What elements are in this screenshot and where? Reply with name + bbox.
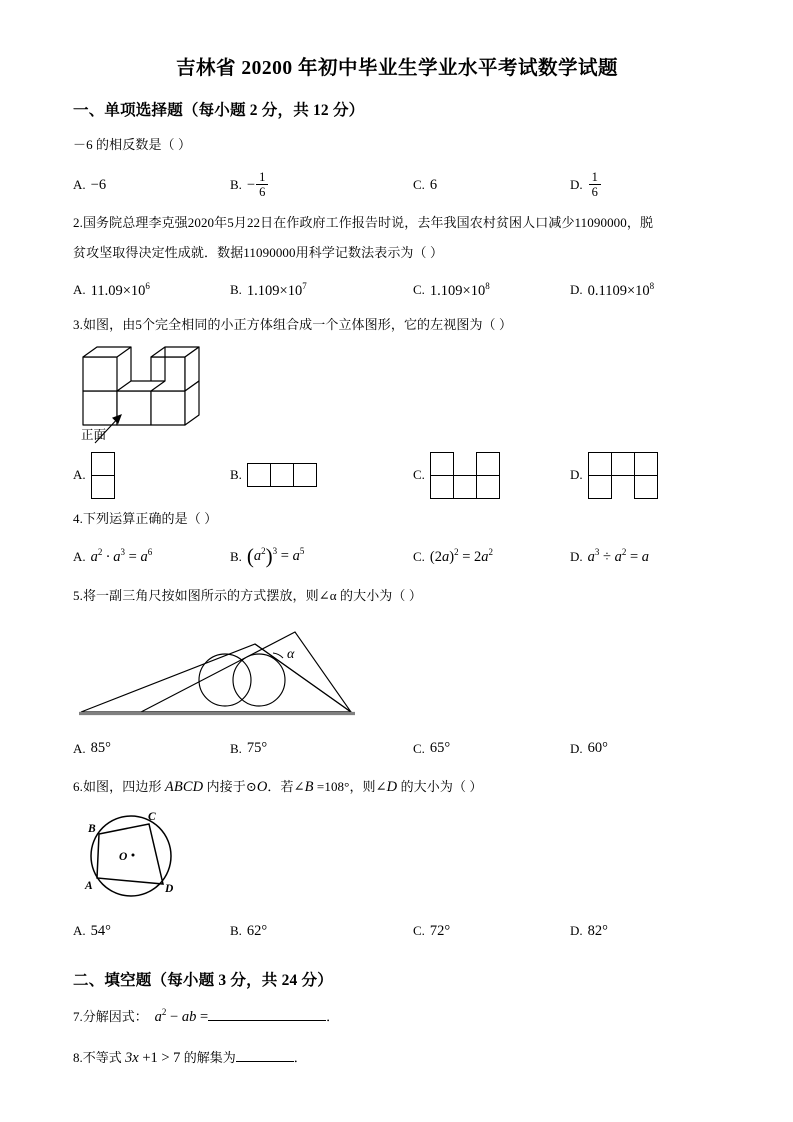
option-4-d[interactable] [570,540,649,574]
option-3-b-label: B. [230,467,242,483]
question-3-stem: 3.如图，由5个完全相同的小正方体组合成一个立体图形，它的左视图为（ ） [73,317,513,333]
option-4-a-label: A. [73,548,86,564]
option-4-b-label: B. [230,548,242,564]
question-6 [73,774,721,949]
question-8-prefix: 8.不等式 [73,1050,126,1066]
option-5-d-value: 60° [587,740,608,757]
question-8-suffix: ． [293,1050,307,1066]
center-dot [132,854,135,857]
q6-b: B [304,778,314,795]
option-5-b-label: B. [230,740,242,756]
option-2-d-value: $0.1109\times 10^8$ [587,281,655,299]
question-8-mid: 的解集为 [180,1050,236,1066]
option-3-c-label: C. [413,467,425,483]
option-2-a-label: A. [73,282,86,298]
q6-end: 的大小为（ ） [397,778,483,794]
set-squares-figure [73,614,473,722]
option-6-b[interactable] [230,914,267,948]
q6-post: ．若∠ [267,778,305,794]
option-1-d-label: D. [570,177,583,193]
option-6-d-label: D. [570,923,583,939]
option-6-c[interactable] [413,914,450,948]
option-1-d[interactable] [570,165,602,205]
option-3-a[interactable] [73,455,115,495]
option-5-c-label: C. [413,740,425,756]
question-3-figure [73,343,721,447]
option-4-b-value: $(a^2)^3 = a^5$ [246,544,305,569]
option-4-b[interactable] [230,540,304,574]
q6-eq: =108°，则∠ [313,778,387,794]
question-7-prefix: 7.分解因式： [73,1009,148,1025]
option-5-b-value: 75° [246,740,268,757]
q6-o: O [256,778,268,795]
option-6-b-value: 62° [246,922,268,939]
question-6-figure [73,806,721,906]
question-2-stem-line1: 2.国务院总理李克强2020年5月22日在作政府工作报告时说，去年我国农村贫困人口减少11090000，脱 [73,215,654,231]
option-5-a-value: 85° [90,740,111,757]
option-1-b[interactable] [230,165,269,205]
question-3-options [73,455,721,495]
question-2-options [73,273,721,307]
option-2-c-label: C. [413,282,425,298]
question-7-answer-blank[interactable] [208,1008,326,1021]
q6-abcd: ABCD [164,778,204,795]
question-8 [73,1045,721,1072]
question-5 [73,584,721,766]
option-6-c-value: 72° [429,922,451,939]
point-label-C: C [148,811,156,824]
option-1-a[interactable] [73,165,106,205]
option-1-d-value: $\frac{1}{6}$ [588,171,602,200]
angle-alpha-label: α [287,646,295,662]
question-2 [73,211,721,307]
option-1-c-value: 6 [429,176,438,193]
point-label-B: B [88,823,96,836]
option-2-c-value: $1.109\times 10^8$ [429,281,490,299]
question-8-answer-blank[interactable] [236,1049,294,1062]
option-1-b-value: − $\frac{1}{6}$ [247,171,269,200]
option-5-d[interactable] [570,732,608,766]
option-4-d-value: $a^3 \div a^2 = a$ [587,547,650,565]
question-6-stem [73,774,721,801]
option-1-b-label: B. [230,177,242,193]
option-2-d-label: D. [570,282,583,298]
option-2-a-value: $11.09\times 10^6$ [90,281,150,299]
option-6-a-value: 54° [90,922,111,939]
page-content [73,55,721,1072]
option-6-d-value: 82° [587,922,608,939]
option-2-c[interactable] [413,273,490,307]
option-4-c-value: $(2a)^2 = 2a^2$ [429,547,494,565]
question-5-options [73,732,721,766]
q6-pre: 6.如图，四边形 [73,778,165,794]
question-4 [73,507,721,573]
q6-mid: 内接于⊙ [203,778,257,794]
option-5-a-label: A. [73,740,86,756]
option-1-c-label: C. [413,177,425,193]
question-1 [73,133,721,205]
section-heading-fill: 二、填空题（每小题 3 分，共 24 分） [73,972,333,990]
question-3-figure-label: 正面 [81,428,107,443]
option-2-d[interactable] [570,273,654,307]
question-5-stem: 5.将一副三角尺按如图所示的方式摆放，则∠α 的大小为（ ） [73,587,422,603]
option-3-d-grid [588,452,658,499]
q6-d: D [386,778,398,795]
question-7-suffix: ． [326,1009,340,1025]
option-5-c-value: 65° [429,740,451,757]
question-7 [73,1004,721,1031]
option-5-b[interactable] [230,732,267,766]
question-2-stem-line2: 贫攻坚取得决定性成就．数据11090000用科学记数法表示为（ ） [73,245,444,261]
cyclic-quadrilateral-figure [73,806,273,906]
option-3-c[interactable] [413,455,500,495]
question-3 [73,313,721,495]
page-title: 吉林省 20200 年初中毕业生学业水平考试数学试题 [175,58,618,79]
option-3-d[interactable] [570,455,658,495]
option-6-a-label: A. [73,923,86,939]
option-2-b-label: B. [230,282,242,298]
option-4-c[interactable] [413,540,493,574]
option-2-b[interactable] [230,273,307,307]
question-6-options [73,914,721,948]
option-5-d-label: D. [570,740,583,756]
point-label-O: O [119,851,128,864]
option-4-a-value: $a^2 \cdot a^3 = a^6$ [90,547,153,565]
question-8-expression: 3x +1 > 7 [125,1050,181,1067]
option-4-a[interactable] [73,540,152,574]
option-6-d[interactable] [570,914,608,948]
option-5-a[interactable] [73,732,111,766]
question-4-options [73,540,721,574]
question-1-options [73,165,721,205]
option-1-a-value: −6 [90,176,107,193]
option-3-c-grid [430,452,500,499]
point-label-A: A [85,880,93,893]
option-4-c-label: C. [413,548,425,564]
option-3-b-grid [247,463,317,487]
option-1-a-label: A. [73,177,86,193]
section-heading-choice: 一、单项选择题（每小题 2 分，共 12 分） [73,102,365,120]
question-5-figure [73,614,721,724]
option-6-a[interactable] [73,914,111,948]
question-4-stem: 4.下列运算正确的是（ ） [73,511,218,527]
option-3-a-grid [91,452,115,499]
option-2-a[interactable] [73,273,150,307]
option-3-d-label: D. [570,467,583,483]
option-2-b-value: $1.109\times 10^7$ [246,281,307,299]
option-6-c-label: C. [413,923,425,939]
option-6-b-label: B. [230,923,242,939]
option-4-d-label: D. [570,548,583,564]
point-label-D: D [165,883,174,896]
question-1-stem: －6 的相反数是（ ） [73,137,192,153]
option-5-c[interactable] [413,732,450,766]
question-7-expression: $a^2$ − ab = [151,1007,209,1026]
option-1-c[interactable] [413,165,437,205]
option-3-a-label: A. [73,467,86,483]
option-3-b[interactable] [230,455,317,495]
